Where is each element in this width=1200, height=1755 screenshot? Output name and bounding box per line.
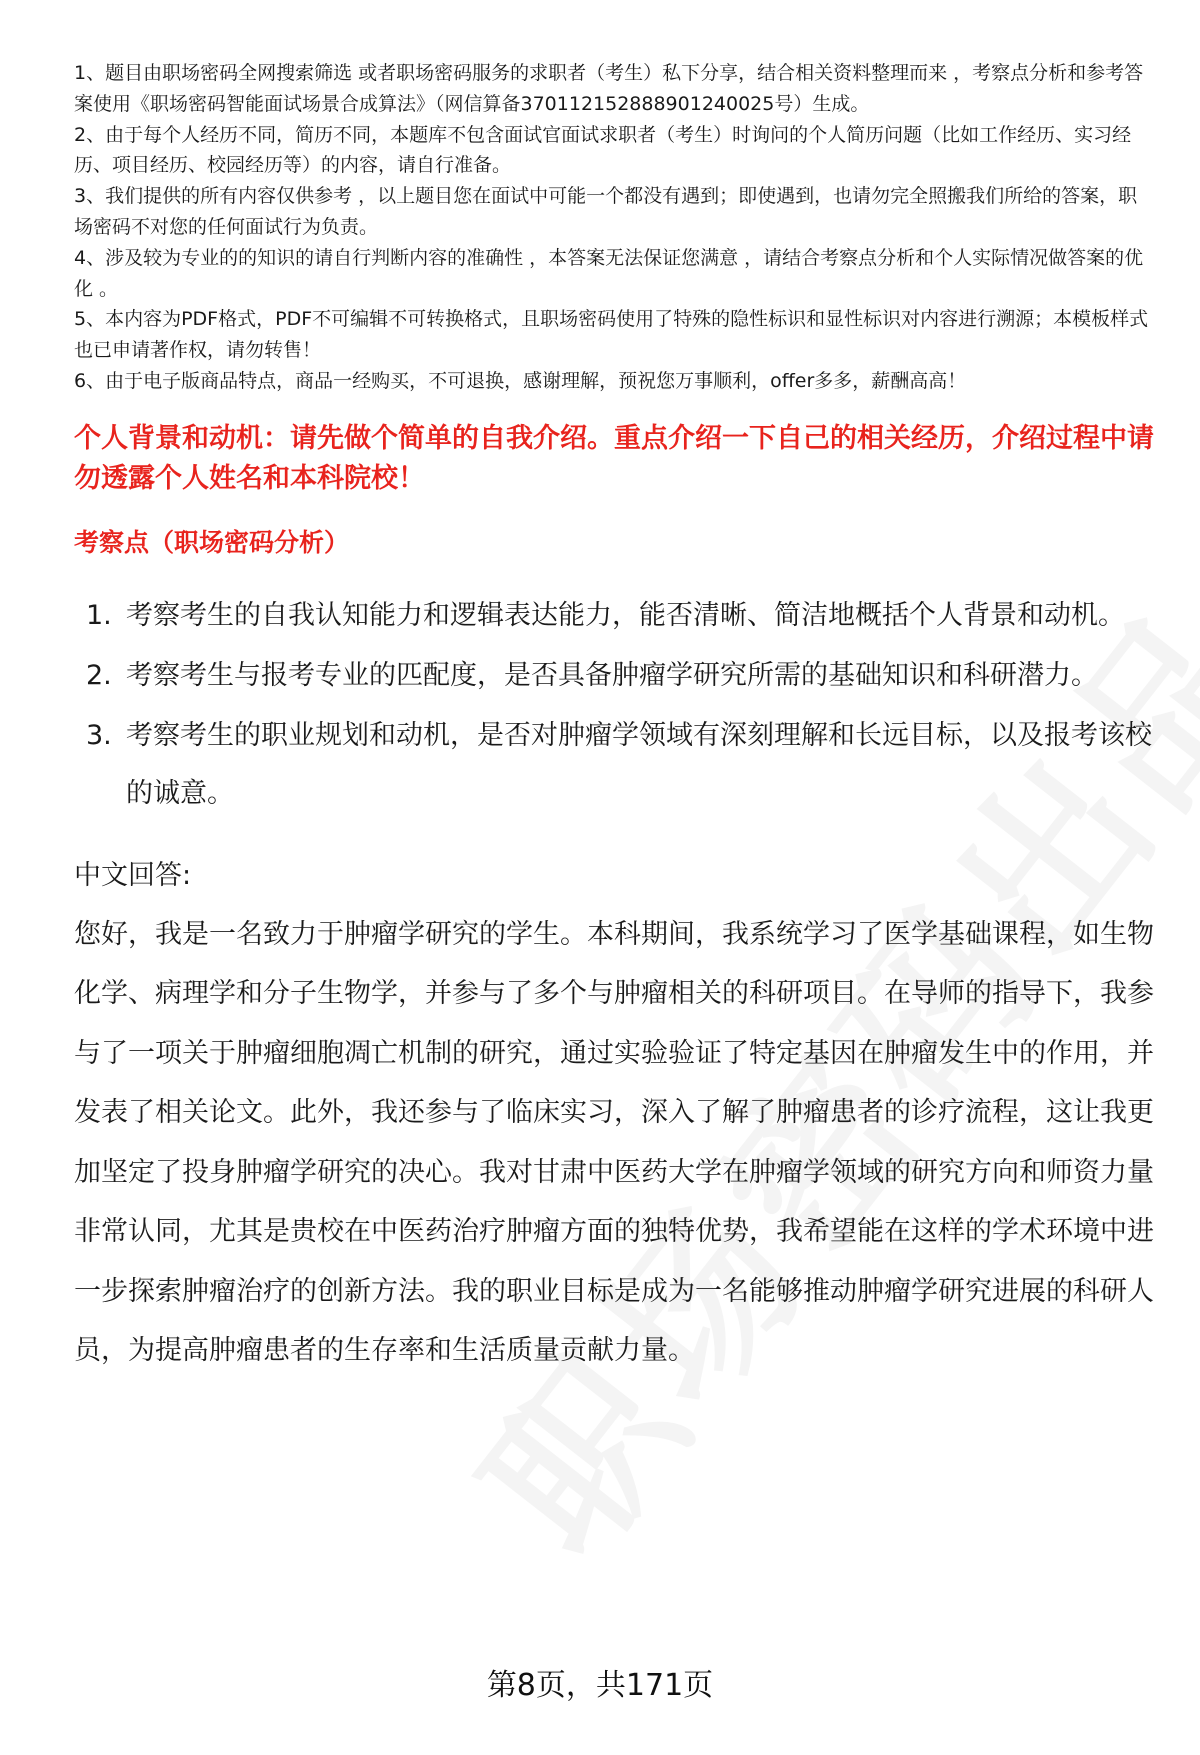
note-line: 4、涉及较为专业的的知识的请自行判断内容的准确性 ，本答案无法保证您满意 ，请结合考察点分析和个人实际情况做答案的优化 。: [74, 246, 1144, 300]
analysis-points-list: [74, 587, 1154, 823]
analysis-point: [74, 647, 1154, 705]
answer-text: 您好，我是一名致力于肿瘤学研究的学生。本科期间，我系统学习了医学基础课程，如生物化学、病理学和分子生物学，并参与了多个与肿瘤相关的科研项目。在导师的指导下，我参与了一项关于肿瘤细胞凋亡机制的研究，通过实验验证了特定基因在肿瘤发生中的作用，并发表了相关论文。此外，我还参与了临床实习，深入了解了肿瘤患者的诊疗流程，这让我更加坚定了投身肿瘤学研究的决心。我对甘肃中医药大学在肿瘤学领域的研究方向和师资力量非常认同，尤其是贵校在中医药治疗肿瘤方面的独特优势，我希望能在这样的学术环境中进一步探索肿瘤治疗的创新方法。我的职业目标是成为一名能够推动肿瘤学研究进展的科研人员，为提高肿瘤患者的生存率和生活质量贡献力量。: [74, 918, 1154, 1367]
analysis-point: [74, 587, 1154, 645]
note-line: 6、由于电子版商品特点，商品一经购买，不可退换，感谢理解，预祝您万事顺利，offer多多，薪酬高高！: [74, 369, 967, 392]
answer-label: 中文回答:: [74, 859, 192, 891]
note-line: 2、由于每个人经历不同，简历不同，本题库不包含面试官面试求职者（考生）时询问的个人简历问题（比如工作经历、实习经历、项目经历、校园经历等）的内容，请自行准备。: [74, 123, 1132, 177]
note-line: 5、本内容为PDF格式，PDF不可编辑不可转换格式，且职场密码使用了特殊的隐性标识和显性标识对内容进行溯源；本模板样式也已申请著作权，请勿转售！: [74, 308, 1149, 362]
point-text: 考察考生与报考专业的匹配度，是否具备肿瘤学研究所需的基础知识和科研潜力。: [126, 659, 1098, 691]
note-line: 3、我们提供的所有内容仅供参考 ，以上题目您在面试中可能一个都没有遇到；即使遇到，也请勿完全照搬我们所给的答案，职场密码不对您的任何面试行为负责。: [74, 185, 1138, 238]
point-number: 1.: [86, 599, 112, 631]
point-text: 考察考生的职业规划和动机，是否对肿瘤学领域有深刻理解和长远目标，以及报考该校的诚意。: [126, 719, 1152, 809]
disclaimer-notes: [74, 58, 1154, 397]
point-text: 考察考生的自我认知能力和逻辑表达能力，能否清晰、简洁地概括个人背景和动机。: [126, 599, 1125, 631]
point-number: 2.: [86, 659, 112, 691]
analysis-point: [74, 707, 1154, 823]
interview-question: 个人背景和动机：请先做个简单的自我介绍。重点介绍一下自己的相关经历，介绍过程中请勿透露个人姓名和本科院校！: [74, 422, 1154, 494]
point-number: 3.: [86, 719, 112, 751]
page-number: 第8页，共171页: [486, 1668, 714, 1703]
document-page: [74, 58, 1154, 1381]
note-line: 1、题目由职场密码全网搜索筛选 或者职场密码服务的求职者（考生）私下分享，结合相关资料整理而来 ，考察点分析和参考答案使用《职场密码智能面试场景合成算法》（网信算备370112152888901240025号）生成。: [74, 62, 1144, 115]
analysis-title: 考察点（职场密码分析）: [74, 527, 350, 557]
